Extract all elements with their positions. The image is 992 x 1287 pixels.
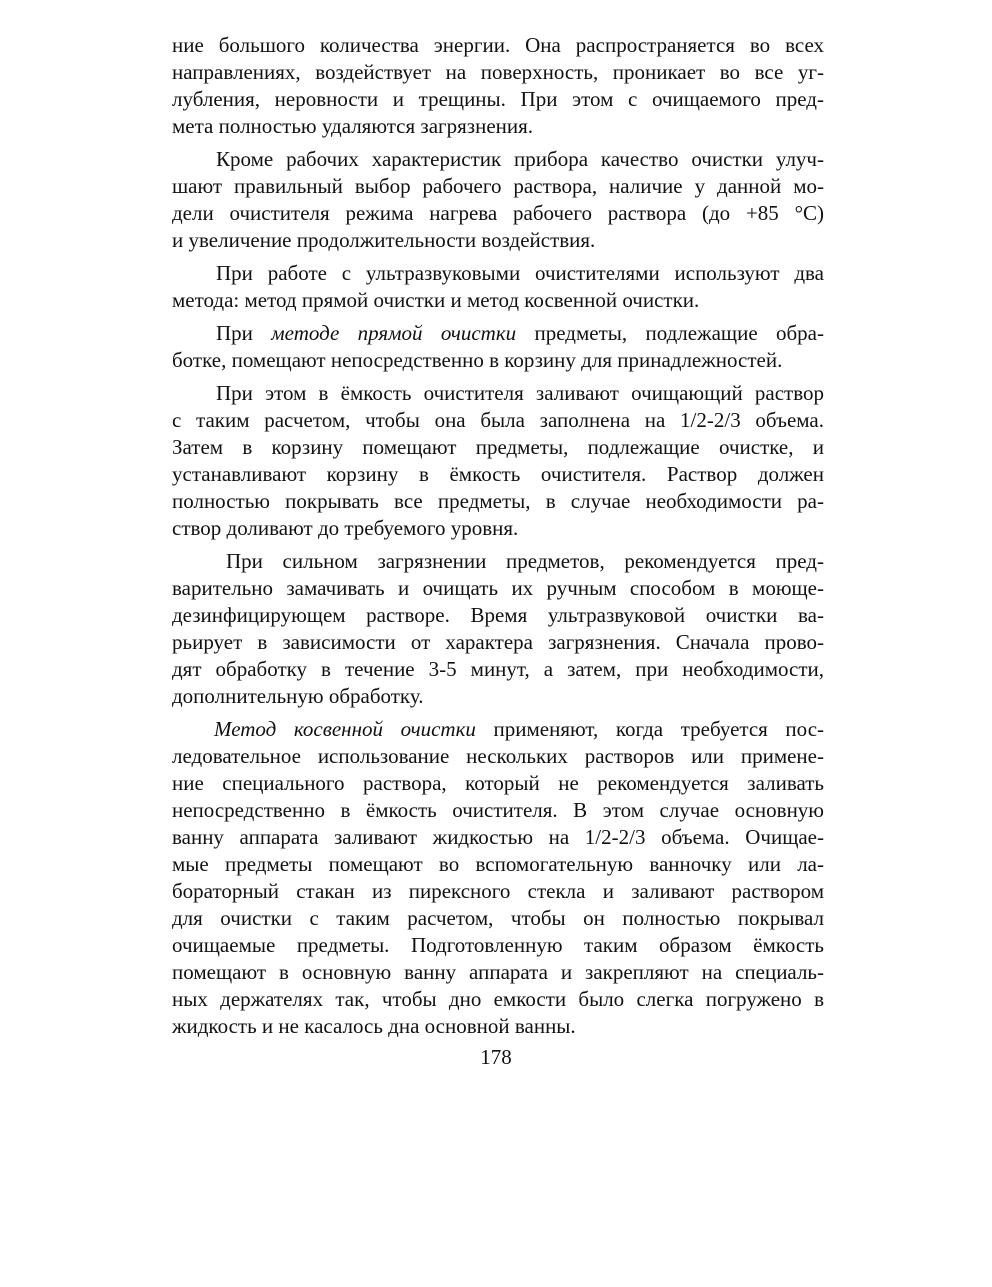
paragraph-3 <box>172 260 824 314</box>
text-line: варительно замачивать и очищать их ручным способом в моюще- <box>172 576 824 600</box>
text-line: дезинфицирующем растворе. Время ультразвуковой очистки ва- <box>172 603 824 627</box>
paragraph-5 <box>172 380 824 542</box>
text-line: и увеличение продолжительности воздействия. <box>172 228 596 252</box>
text-line: ванну аппарата заливают жидкостью на 1/2-2/3 объема. Очищае- <box>172 825 824 849</box>
text-line: Затем в корзину помещают предметы, подлежащие очистке, и <box>172 435 824 459</box>
text-line: устанавливают корзину в ёмкость очистителя. Раствор должен <box>172 462 824 486</box>
text-line: ние большого количества энергии. Она распространяется во всех <box>172 33 824 57</box>
text-line: створ доливают до требуемого уровня. <box>172 516 519 540</box>
text-line: дят обработку в течение 3-5 минут, а затем, при необходимости, <box>172 657 824 681</box>
text-line: рьирует в зависимости от характера загрязнения. Сначала прово- <box>172 630 824 654</box>
text-line: Кроме рабочих характеристик прибора качество очистки улуч- <box>216 147 824 171</box>
text-line: ботке, помещают непосредственно в корзину для принадлежностей. <box>172 348 783 372</box>
paragraph-4 <box>172 320 824 374</box>
italic-term: методе прямой очистки <box>271 321 517 345</box>
text-line: жидкость и не касалось дна основной ванны. <box>172 1014 576 1038</box>
text-run: применяют, когда требуется пос- <box>475 717 825 741</box>
text-line <box>172 716 824 743</box>
text-line: ние специального раствора, который не рекомендуется заливать <box>172 771 824 795</box>
text-line: шают правильный выбор рабочего раствора, наличие у данной мо- <box>172 174 824 198</box>
text-line: с таким расчетом, чтобы она была заполнена на 1/2-2/3 объема. <box>172 408 824 432</box>
text-line: ледовательное использование нескольких растворов или примене- <box>172 744 824 768</box>
text-run: При <box>216 321 272 345</box>
text-line: бораторный стакан из пирексного стекла и заливают раствором <box>172 879 824 903</box>
text-line: для очистки с таким расчетом, чтобы он полностью покрывал <box>172 906 824 930</box>
text-line: При сильном загрязнении предметов, рекомендуется пред- <box>226 549 824 573</box>
text-line: лубления, неровности и трещины. При этом с очищаемого пред- <box>172 87 824 111</box>
italic-term: Метод косвенной очистки <box>214 717 476 741</box>
paragraph-6 <box>172 548 824 710</box>
page-body <box>172 32 824 1040</box>
text-run: предметы, подлежащие обра- <box>516 321 825 345</box>
page-number: 178 <box>480 1045 512 1069</box>
text-line: дополнительную обработку. <box>172 684 424 708</box>
paragraph-1 <box>172 32 824 140</box>
text-line: ных держателях так, чтобы дно емкости было слегка погружено в <box>172 987 824 1011</box>
text-line: мые предметы помещают во вспомогательную ванночку или ла- <box>172 852 824 876</box>
text-line: метода: метод прямой очистки и метод косвенной очистки. <box>172 288 700 312</box>
text-line: очищаемые предметы. Подготовленную таким образом ёмкость <box>172 933 824 957</box>
paragraph-2 <box>172 146 824 254</box>
text-line: дели очистителя режима нагрева рабочего раствора (до +85 °С) <box>172 201 824 225</box>
text-line: помещают в основную ванну аппарата и закрепляют на специаль- <box>172 960 824 984</box>
text-line: При этом в ёмкость очистителя заливают очищающий раствор <box>216 381 824 405</box>
text-line: При работе с ультразвуковыми очистителями используют два <box>216 261 824 285</box>
text-line <box>172 320 824 347</box>
text-line: непосредственно в ёмкость очистителя. В этом случае основную <box>172 798 824 822</box>
paragraph-7 <box>172 716 824 1040</box>
text-line: мета полностью удаляются загрязнения. <box>172 114 534 138</box>
text-line: полностью покрывать все предметы, в случае необходимости ра- <box>172 489 824 513</box>
text-line: направлениях, воздействует на поверхность, проникает во все уг- <box>172 60 824 84</box>
